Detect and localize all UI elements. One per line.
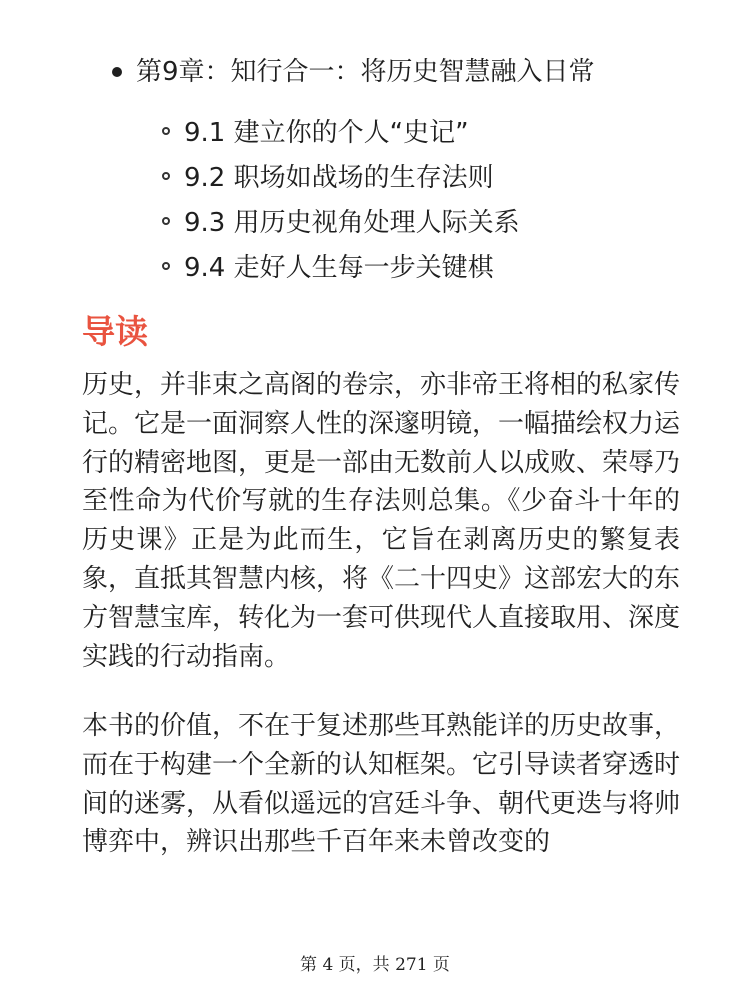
toc-section-item bbox=[162, 243, 520, 288]
toc-section-label: 9.4 走好人生每一步关键棋 bbox=[184, 253, 494, 283]
toc-section-item bbox=[162, 153, 520, 198]
toc-section-item bbox=[162, 198, 520, 243]
body-paragraph: 历史，并非束之高阁的卷宗，亦非帝王将相的私家传记。它是一面洞察人性的深邃明镜，一幅描绘权力运行的精密地图，更是一部由无数前人以成败、荣辱乃至性命为代价写就的生存法则总集。《少奋斗十年的历史课》正是为此而生，它旨在剥离历史的繁复表象，直抵其智慧内核，将《二十四史》这部宏大的东方智慧宝库，转化为一套可供现代人直接取用、深度实践的行动指南。 bbox=[82, 370, 681, 672]
circle-bullet-icon bbox=[162, 262, 170, 270]
circle-bullet-icon bbox=[162, 127, 170, 135]
toc-chapter-title: 第9章：知行合一：将历史智慧融入日常 bbox=[136, 57, 595, 87]
toc-section-label: 9.2 职场如战场的生存法则 bbox=[184, 163, 494, 193]
circle-bullet-icon bbox=[162, 172, 170, 180]
toc-section-label: 9.1 建立你的个人“史记” bbox=[184, 118, 469, 148]
toc-chapter-item bbox=[112, 52, 595, 92]
toc-section-list bbox=[162, 108, 520, 288]
body-paragraph: 本书的价值，不在于复述那些耳熟能详的历史故事，而在于构建一个全新的认知框架。它引导读者穿透时间的迷雾，从看似遥远的宫廷斗争、朝代更迭与将帅博弈中，辨识出那些千百年来未曾改变的 bbox=[82, 711, 681, 858]
circle-bullet-icon bbox=[162, 217, 170, 225]
section-heading: 导读 bbox=[82, 312, 148, 351]
bullet-icon bbox=[112, 67, 122, 77]
page-number-footer: 第 4 页，共 271 页 bbox=[300, 955, 450, 975]
toc-section-item bbox=[162, 108, 520, 153]
toc-section-label: 9.3 用历史视角处理人际关系 bbox=[184, 208, 520, 238]
